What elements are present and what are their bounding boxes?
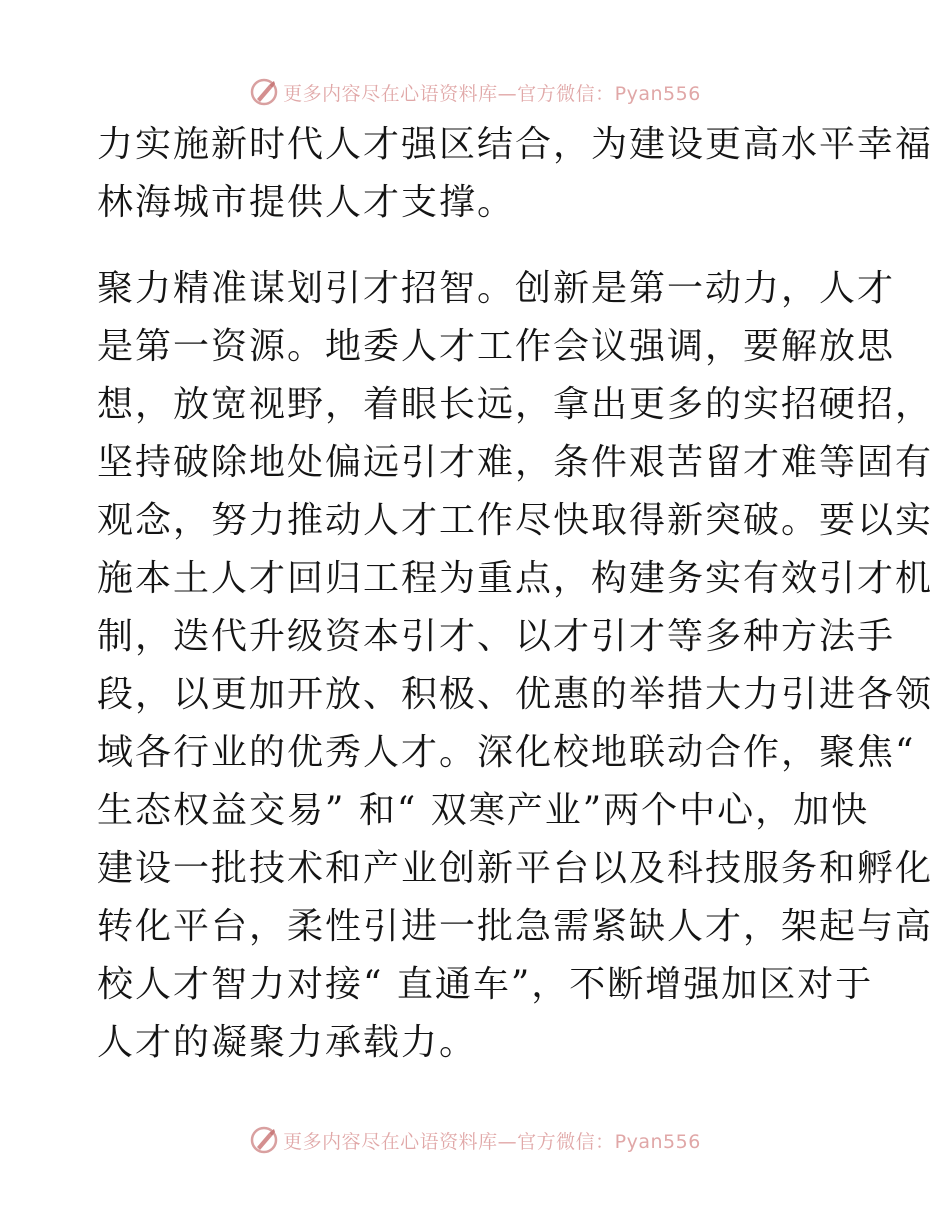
paragraph-1	[97, 116, 934, 232]
text-line: 施本土人才回归工程为重点，构建务实有效引才机	[97, 558, 934, 599]
text-line: 转化平台，柔性引进一批急需紧缺人才，架起与高	[97, 906, 934, 947]
watermark-text: 更多内容尽在心语资料库—官方微信：Pyan556	[283, 82, 701, 105]
text-line: 建设一批技术和产业创新平台以及科技服务和孵化	[97, 848, 934, 889]
text-line: 段，以更加开放、积极、优惠的举措大力引进各领	[97, 674, 934, 715]
text-line: 聚力精准谋划引才招智。创新是第一动力，人才	[97, 268, 896, 309]
text-line: 观念，努力推动人才工作尽快取得新突破。要以实	[97, 500, 934, 541]
text-line: 想，放宽视野，着眼长远，拿出更多的实招硬招，	[97, 384, 934, 425]
text-line: 域各行业的优秀人才。深化校地联动合作，聚焦“	[97, 732, 916, 773]
text-line: 人才的凝聚力承载力。	[97, 1022, 478, 1063]
text-line: 坚持破除地处偏远引才难，条件艰苦留才难等固有	[97, 442, 934, 483]
text-line: 制，迭代升级资本引才、以才引才等多种方法手	[97, 616, 896, 657]
text-line: 力实施新时代人才强区结合，为建设更高水平幸福	[97, 124, 934, 165]
header-watermark	[0, 72, 950, 112]
paragraph-2	[97, 260, 934, 1072]
watermark-text: 更多内容尽在心语资料库—官方微信：Pyan556	[283, 1130, 701, 1153]
document-body	[97, 116, 934, 1072]
quill-seal-icon	[249, 1125, 279, 1155]
footer-watermark	[0, 1120, 950, 1160]
text-line: 校人才智力对接“ 直通车”，不断增强加区对于	[97, 964, 874, 1005]
text-line: 林海城市提供人才支撑。	[97, 182, 516, 223]
quill-seal-icon	[249, 77, 279, 107]
text-line: 生态权益交易” 和“ 双寒产业”两个中心，加快	[97, 790, 870, 831]
text-line: 是第一资源。地委人才工作会议强调，要解放思	[97, 326, 896, 367]
